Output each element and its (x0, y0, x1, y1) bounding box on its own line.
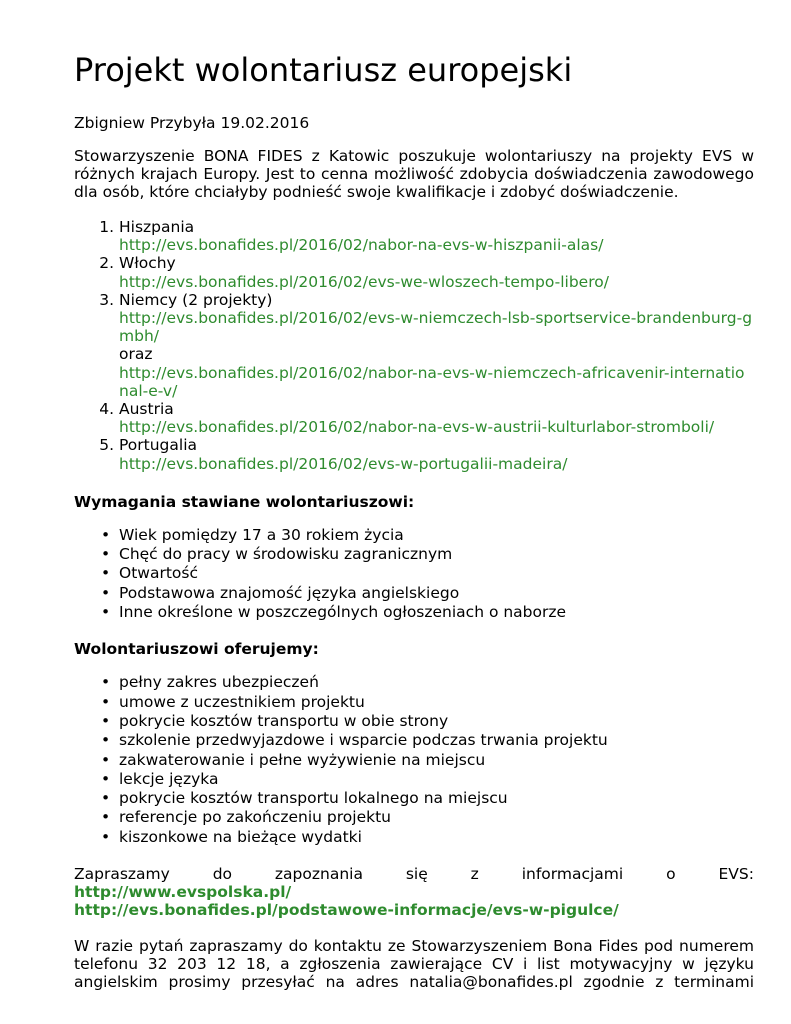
offer-heading: Wolontariuszowi oferujemy: (74, 640, 319, 659)
list-item (119, 400, 754, 436)
requirements-list (74, 526, 754, 622)
list-item: • szkolenie przedwyjazdowe i wsparcie podczas trwania projektu (119, 731, 754, 750)
list-item (119, 218, 754, 254)
list-item (119, 291, 754, 400)
invite-word: EVS: (718, 865, 754, 883)
list-item: • kiszonkowe na bieżące wydatki (119, 828, 754, 847)
list-item: • pełny zakres ubezpieczeń (119, 673, 754, 692)
list-item: • Inne określone w poszczególnych ogłoszeniach o naborze (119, 603, 754, 622)
country-list (74, 218, 754, 473)
invite-word: z (470, 865, 479, 883)
invite-word: o (666, 865, 676, 883)
invite-word: się (405, 865, 428, 883)
list-item: • Chęć do pracy w środowisku zagranicznym (119, 545, 754, 564)
invite-section (74, 865, 754, 919)
country-name: Austria (119, 400, 174, 419)
evs-pigulce-link[interactable]: http://evs.bonafides.pl/podstawowe-informacje/evs-w-pigulce/ (74, 901, 619, 919)
list-item: • pokrycie kosztów transportu w obie strony (119, 712, 754, 731)
list-item (119, 254, 754, 290)
country-name: Hiszpania (119, 218, 195, 236)
document (74, 48, 754, 991)
country-name: Niemcy (2 projekty) (119, 290, 273, 309)
project-link[interactable]: http://evs.bonafides.pl/2016/02/nabor-na-evs-w-hiszpanii-alas/ (119, 236, 604, 255)
country-name: Włochy (119, 254, 176, 273)
invite-word: informacjami (521, 865, 624, 883)
list-item: • lekcje języka (119, 770, 754, 789)
project-link[interactable]: http://evs.bonafides.pl/2016/02/evs-w-niemczech-lsb-sportservice-brandenburg-gmbh/ (119, 309, 753, 346)
requirements-heading: Wymagania stawiane wolontariuszowi: (74, 492, 415, 511)
list-item: • pokrycie kosztów transportu lokalnego na miejscu (119, 789, 754, 808)
invite-word: zapoznania (274, 865, 363, 883)
contact-paragraph: W razie pytań zapraszamy do kontaktu ze Stowarzyszeniem Bona Fides pod numerem telefonu 32 203 12 18, a zgłoszenia zawierające CV i list motywacyjny w języku angielskim prosimy przesyłać na adres natalia@bonafides.pl zgodnie z terminami (74, 937, 754, 991)
list-item: • Podstawowa znajomość języka angielskiego (119, 584, 754, 603)
invite-text (74, 865, 754, 883)
list-item (119, 436, 754, 472)
invite-word: do (212, 865, 233, 883)
intro-paragraph: Stowarzyszenie BONA FIDES z Katowic poszukuje wolontariuszy na projekty EVS w różnych krajach Europy. Jest to cenna możliwość zdobycia doświadczenia zawodowego dla osób, które chciałyby podnieść swoje kwalifikacje i zdobyć doświadczenie. (74, 147, 754, 201)
list-item: • referencje po zakończeniu projektu (119, 808, 754, 827)
page-title: Projekt wolontariusz europejski (74, 51, 573, 89)
project-link[interactable]: http://evs.bonafides.pl/2016/02/nabor-na-evs-w-austrii-kulturlabor-stromboli/ (119, 418, 715, 437)
list-item: • zakwaterowanie i pełne wyżywienie na miejscu (119, 751, 754, 770)
connector-text: oraz (119, 345, 153, 364)
project-link[interactable]: http://evs.bonafides.pl/2016/02/evs-w-portugalii-madeira/ (119, 454, 568, 473)
list-item: • Wiek pomiędzy 17 a 30 rokiem życia (119, 526, 754, 545)
list-item: • umowe z uczestnikiem projektu (119, 693, 754, 712)
byline: Zbigniew Przybyła 19.02.2016 (74, 114, 310, 132)
evspolska-link[interactable]: http://www.evspolska.pl/ (74, 883, 292, 901)
country-name: Portugalia (119, 436, 197, 455)
project-link-2[interactable]: http://evs.bonafides.pl/2016/02/nabor-na-evs-w-niemczech-africavenir-international-e-v/ (119, 363, 745, 400)
invite-word: Zapraszamy (74, 865, 170, 883)
offer-list (74, 673, 754, 847)
list-item: • Otwartość (119, 564, 754, 583)
project-link[interactable]: http://evs.bonafides.pl/2016/02/evs-we-wloszech-tempo-libero/ (119, 272, 609, 291)
